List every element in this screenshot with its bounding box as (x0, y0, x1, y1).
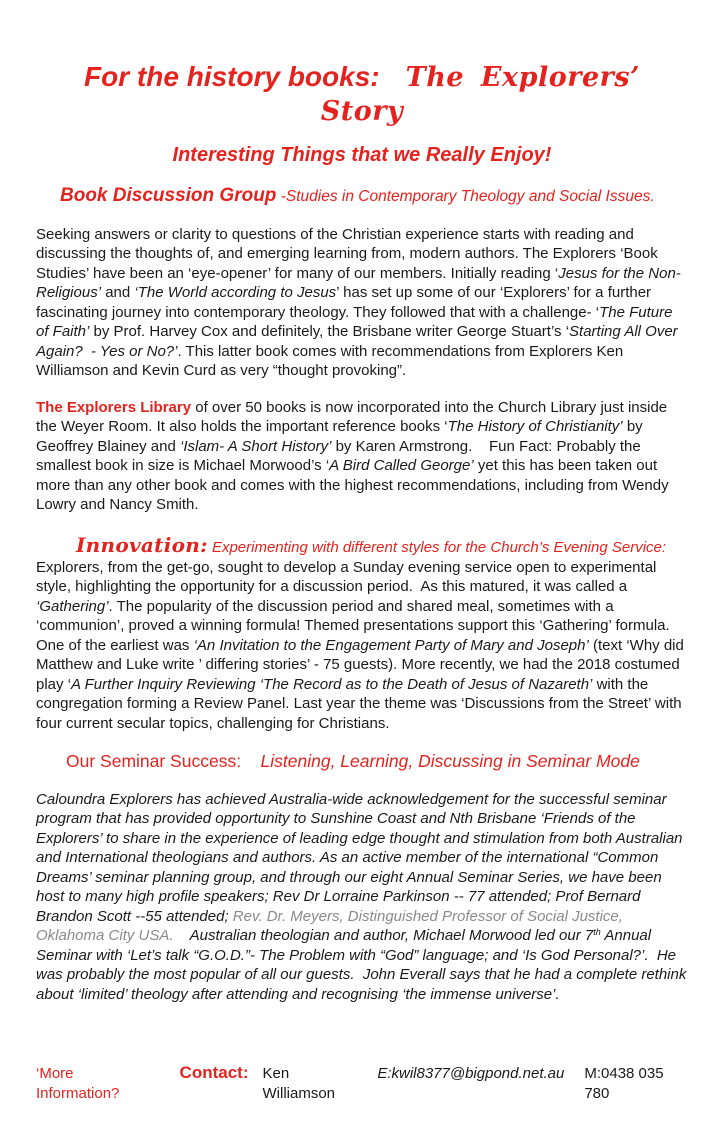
text-segment: Contact: (179, 1063, 249, 1083)
text-segment: . This latter book comes with recommendations from Explorers Ken Williamson and Kevin Curd as very “thought provoking”. (36, 342, 628, 380)
page-subtitle: Interesting Things that we Really Enjoy! (172, 143, 552, 166)
text-segment: ‘The World according to Jesus (134, 284, 337, 302)
text-segment: Starting All Over Again? - Yes or No?’ (36, 323, 682, 360)
text-segment: Innovation: (76, 532, 208, 557)
text-segment: Australian theologian and author, Michael Morwood led our 7 (173, 927, 594, 945)
book-discussion-paragraph (36, 225, 688, 381)
text-segment: . The popularity of the discussion period and shared meal, sometimes with a ‘communion’, proved a winning formula! Themed presentations support this ‘Gathering’ formula. One of the earliest was (36, 597, 674, 654)
seminar-success-paragraph (36, 790, 691, 1005)
text-segment: th (593, 927, 601, 938)
title-main-text: For the history books: (84, 61, 380, 92)
text-segment: Experimenting with different styles for the Church’s Evening Service: (211, 538, 667, 556)
text-segment: Seeking answers or clarity to questions of the Christian experience starts with reading and discussing the thoughts of, and emerging learning from, modern authors. The Explorers ‘Book Studies’ have been an ‘eye-opener’ for many of our members. Initially reading ‘ (36, 225, 662, 282)
text-segment: The Future of Faith’ (36, 303, 677, 341)
text-segment: M:0438 035 780 (584, 1065, 664, 1102)
text-segment: and (101, 284, 135, 302)
text-segment: Annual Seminar with ‘Let’s talk “G.O.D.”- The Problem with “God” language; and ‘Is God Personal?’. He was probably the most popular of all our guests. John Everall says that he had a complete rethink about ‘limited’ theology after attending and recognising ‘the immense universe’. (36, 927, 691, 1003)
text-segment: ‘An Invitation to the Engagement Party of Mary and Joseph’ (193, 636, 589, 654)
text-segment: ‘More Information? (36, 1065, 120, 1102)
text-segment: Explorers, from the get-go, sought to develop a Sunday evening service open to experimental style, highlighting the opportunity for a discussion period. As this matured, it was called a (36, 538, 679, 596)
text-segment: ’ has set up some of our ‘Explorers’ for a further fascinating journey into contemporary theology. They followed that with a challenge- ‘ (36, 284, 656, 321)
seminar-success-heading (66, 751, 688, 773)
text-segment: with the congregation forming a Review Panel. Last year the theme was ‘Discussions from the Street’ with four current secular topics, challenging for Christians. (36, 675, 686, 732)
text-segment: A Further Inquiry Reviewing ‘The Record as to the Death of Jesus of Nazareth’ (71, 675, 593, 693)
text-segment: ‘Islam- A Short History’ (179, 437, 332, 455)
title-script-text: The Explorers’ Story (320, 62, 640, 128)
text-segment: Our Seminar Success: (66, 751, 242, 772)
text-segment: of over 50 books is now incorporated into the Church Library just inside the Weyer Room. It also holds the important reference books ‘ (36, 398, 672, 436)
text-segment: by Karen Armstrong. Fun Fact: Probably the smallest book in size is Michael Morwood’s ‘ (36, 437, 645, 475)
page-title (36, 60, 688, 129)
text-segment: Caloundra Explorers has achieved Australia-wide acknowledgement for the successful seminar program that has provided opportunity to Sunshine Coast and Nth Brisbane ‘Friends of the Explorers’ to share in the experience of leading edge thought and stimulation from both Australian and International theologians and authors. As an active member of the international “Common Dreams’ seminar planning group, and through our eight Annual Seminar Series, we have been host to many high profile speakers; Rev Dr Lorraine Parkinson -- 77 attended; Prof Bernard Brandon Scott --55 attended; (36, 790, 687, 925)
text-segment: by Geoffrey Blainey and (36, 418, 647, 455)
text-segment: (text ‘Why did Matthew and Luke write ’ differing stories’ - 75 guests). More recently, we had the 2018 costumed play ‘ (36, 636, 689, 693)
explorers-library-paragraph (36, 398, 688, 515)
text-segment: Rev. Dr. Meyers, Distinguished Professor of Social Justice, Oklahoma City USA. (36, 907, 628, 945)
text-segment: -Studies in Contemporary Theology and Social Issues. (276, 187, 655, 205)
text-segment: The Explorers Library (36, 398, 192, 416)
text-segment: A Bird Called George’ (329, 457, 474, 475)
text-segment: by Prof. Harvey Cox and definitely, the Brisbane writer George Stuart’s ‘ (89, 323, 570, 341)
text-segment: The History of Christianity’ (447, 418, 623, 436)
text-segment: ‘Gathering’ (36, 597, 109, 615)
text-segment: E:kwil8377@bigpond.net.au (377, 1065, 565, 1083)
text-segment: Book Discussion Group (60, 184, 277, 206)
contact-footer (36, 1062, 688, 1103)
text-segment: yet this has been taken out more than any other book and comes with the highest recommendations, including from Wendy Lowry and Nancy Smith. (36, 457, 673, 514)
book-discussion-heading (60, 184, 688, 208)
text-segment: Ken Williamson (262, 1065, 336, 1102)
innovation-paragraph (36, 532, 688, 734)
text-segment (241, 751, 260, 771)
text-segment: Listening, Learning, Discussing in Seminar Mode (260, 751, 640, 772)
text-segment: Jesus for the Non-Religious’ (36, 264, 681, 302)
